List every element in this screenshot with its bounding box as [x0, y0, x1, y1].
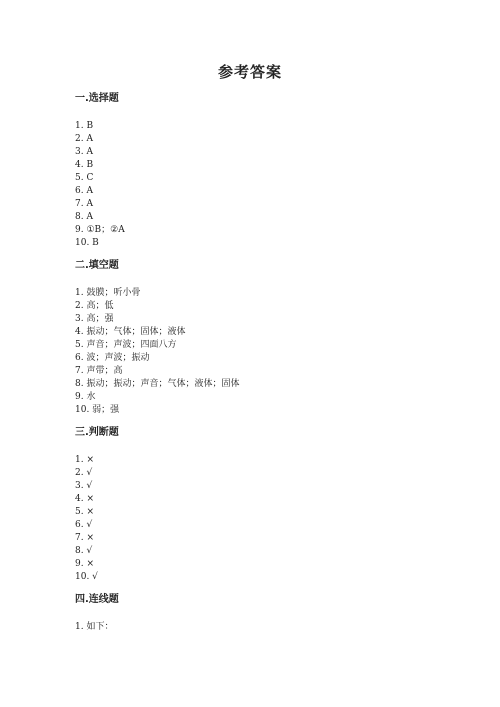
answer-item: 7. A	[75, 199, 93, 209]
answer-item: 9. ×	[75, 559, 94, 569]
section-matching	[75, 593, 455, 634]
answer-item: 4. ×	[75, 494, 94, 504]
answer-item: 5. C	[75, 173, 94, 183]
section-heading: 三.判断题	[75, 427, 119, 438]
section-fill-in-blank	[75, 259, 455, 417]
answer-item: 4. B	[75, 160, 94, 170]
answer-list	[75, 621, 455, 634]
answer-list	[75, 454, 455, 584]
answer-list	[75, 120, 455, 250]
answer-item: 10. 弱；强	[75, 405, 120, 415]
answer-item: 5. 声音；声波；四面八方	[75, 340, 177, 350]
answer-item: 7. 声带；高	[75, 366, 123, 376]
answer-item: 1. ×	[75, 455, 94, 465]
section-true-false	[75, 426, 455, 584]
answer-item: 8. 振动；振动；声音；气体；液体；固体	[75, 379, 240, 389]
page-title: 参考答案	[217, 63, 282, 81]
answer-item: 1. 如下：	[75, 622, 114, 632]
answer-item: 9. 水	[75, 392, 96, 402]
answer-item: 8. A	[75, 212, 93, 222]
answer-item: 5. ×	[75, 507, 94, 517]
section-heading: 四.连线题	[75, 594, 119, 605]
section-heading: 二.填空题	[75, 260, 119, 271]
answer-item: 3. 高；强	[75, 314, 114, 324]
answer-item: 1. 鼓膜；听小骨	[75, 288, 141, 298]
answer-item: 6. A	[75, 186, 93, 196]
answer-item: 2. 高；低	[75, 301, 114, 311]
answer-item: 1. B	[75, 121, 94, 131]
answer-item: 2. A	[75, 134, 93, 144]
answer-item: 9. ①B；②A	[75, 225, 125, 235]
answer-item: 4. 振动；气体；固体；液体	[75, 327, 186, 337]
answer-item: 3. A	[75, 147, 93, 157]
answer-item: 3. √	[75, 481, 93, 491]
section-heading: 一.选择题	[75, 93, 119, 104]
answer-list	[75, 287, 455, 417]
answer-item: 6. 波；声波；振动	[75, 353, 150, 363]
answer-item: 10. √	[75, 572, 98, 582]
answer-item: 7. ×	[75, 533, 94, 543]
answer-item: 2. √	[75, 468, 93, 478]
answer-item: 6. √	[75, 520, 93, 530]
answer-item: 8. √	[75, 546, 93, 556]
section-multiple-choice	[75, 92, 455, 250]
answer-item: 10. B	[75, 238, 99, 248]
